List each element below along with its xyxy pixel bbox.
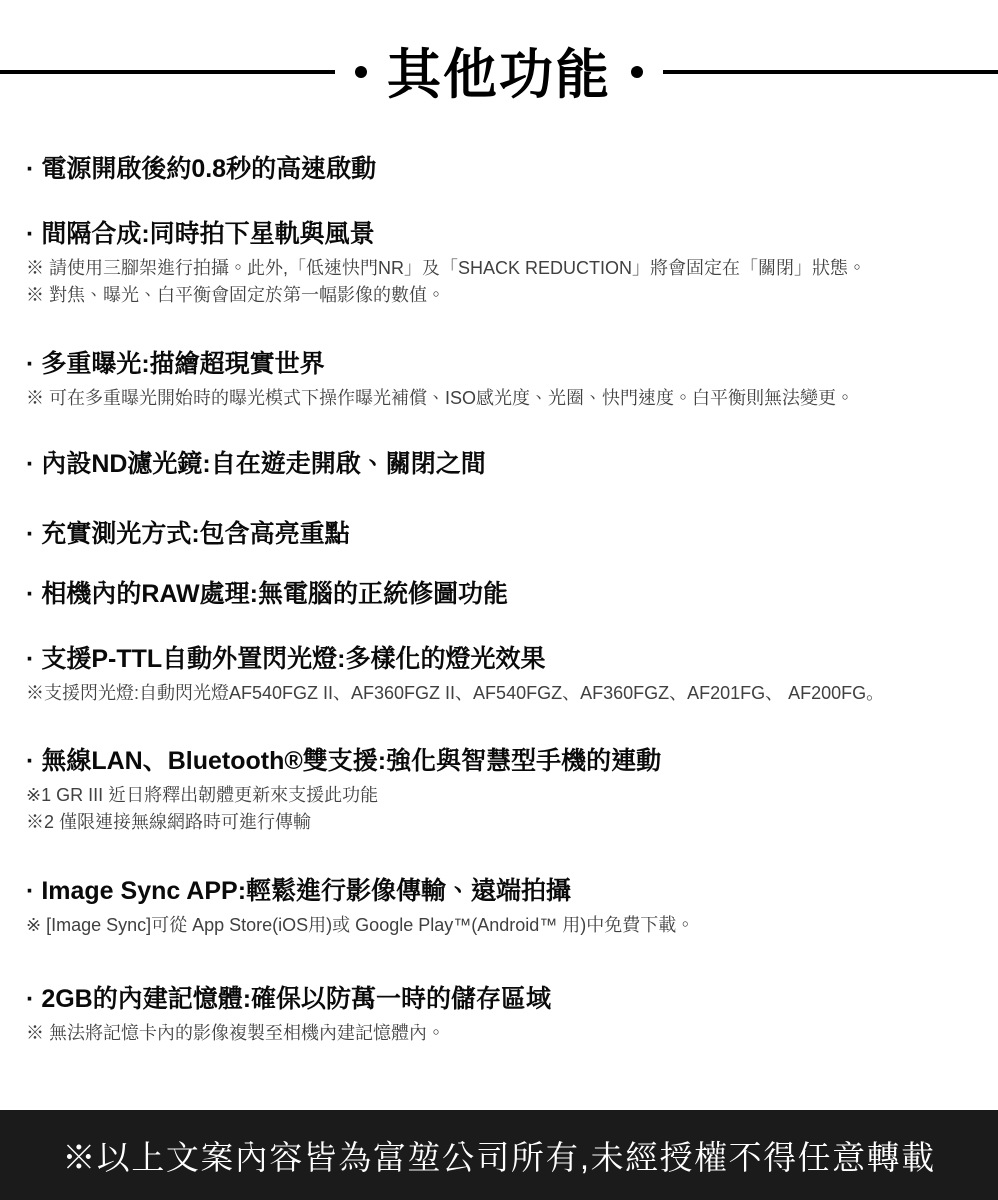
bullet-dot: · xyxy=(26,985,35,1013)
feature-section-nd-filter xyxy=(0,448,998,480)
feature-heading xyxy=(26,448,978,480)
feature-section-pttl-flash xyxy=(0,643,998,707)
feature-heading-text: 間隔合成:同時拍下星軌與風景 xyxy=(41,220,375,248)
feature-note: ※2 僅限連接無線網路時可進行傳輸 xyxy=(26,812,312,832)
feature-note: ※ 可在多重曝光開始時的曝光模式下操作曝光補償、ISO感光度、光圈、快門速度。白平衡則無法變更。 xyxy=(26,388,855,408)
title-rule-left xyxy=(0,70,335,74)
copyright-text: ※以上文案內容皆為富堃公司所有,未經授權不得任意轉載 xyxy=(62,1138,936,1176)
feature-heading xyxy=(26,643,978,675)
feature-section-image-sync xyxy=(0,875,998,939)
feature-section-internal-memory xyxy=(0,983,998,1047)
feature-heading-text: Image Sync APP:輕鬆進行影像傳輸、遠端拍攝 xyxy=(41,877,572,905)
bullet-dot: · xyxy=(26,747,35,775)
feature-heading-text: 支援P-TTL自動外置閃光燈:多樣化的燈光效果 xyxy=(41,645,546,673)
feature-heading xyxy=(26,983,978,1015)
feature-section-startup xyxy=(0,153,998,185)
feature-heading-text: 充實測光方式:包含高亮重點 xyxy=(41,520,350,548)
bullet-dot: · xyxy=(26,877,35,905)
feature-heading xyxy=(26,218,978,250)
feature-heading xyxy=(26,745,978,777)
feature-notes xyxy=(26,782,978,836)
feature-notes xyxy=(26,1020,978,1047)
feature-section-interval-composite xyxy=(0,218,998,309)
feature-heading-text: 無線LAN、Bluetooth®雙支援:強化與智慧型手機的連動 xyxy=(41,747,662,775)
feature-note: ※ 無法將記憶卡內的影像複製至相機內建記憶體內。 xyxy=(26,1023,445,1043)
feature-note: ※ 對焦、曝光、白平衡會固定於第一幅影像的數值。 xyxy=(26,285,445,305)
bullet-dot: · xyxy=(26,350,35,378)
bullet-dot: · xyxy=(26,450,35,478)
feature-section-wireless xyxy=(0,745,998,836)
bullet-dot: · xyxy=(26,520,35,548)
feature-heading-text: 相機內的RAW處理:無電腦的正統修圖功能 xyxy=(41,580,508,608)
feature-heading xyxy=(26,518,978,550)
feature-notes xyxy=(26,680,978,707)
feature-heading xyxy=(26,875,978,907)
feature-heading xyxy=(26,578,978,610)
bullet-dot: · xyxy=(26,645,35,673)
title-dot-right xyxy=(631,66,643,78)
bullet-dot: · xyxy=(26,155,35,183)
feature-section-raw-processing xyxy=(0,578,998,610)
feature-heading-text: 內設ND濾光鏡:自在遊走開啟、關閉之間 xyxy=(41,450,486,478)
feature-heading-text: 多重曝光:描繪超現實世界 xyxy=(41,350,325,378)
feature-heading-text: 電源開啟後約0.8秒的高速啟動 xyxy=(41,155,377,183)
feature-notes xyxy=(26,255,978,309)
feature-note: ※ [Image Sync]可從 App Store(iOS用)或 Google Play™(Android™ 用)中免費下載。 xyxy=(26,915,695,935)
feature-note: ※1 GR III 近日將釋出韌體更新來支援此功能 xyxy=(26,785,379,805)
feature-heading-text: 2GB的內建記憶體:確保以防萬一時的儲存區域 xyxy=(41,985,552,1013)
feature-note: ※支援閃光燈:自動閃光燈AF540FGZ II、AF360FGZ II、AF540FGZ、AF360FGZ、AF201FG、 AF200FG。 xyxy=(26,683,885,703)
title-dot-left xyxy=(355,66,367,78)
page-title: 其他功能 xyxy=(387,45,611,105)
feature-note: ※ 請使用三腳架進行拍攝。此外,「低速快門NR」及「SHACK REDUCTION」將會固定在「關閉」狀態。 xyxy=(26,258,867,278)
feature-section-metering xyxy=(0,518,998,550)
bullet-dot: · xyxy=(26,580,35,608)
bullet-dot: · xyxy=(26,220,35,248)
page-title-row xyxy=(0,38,998,106)
feature-heading xyxy=(26,153,978,185)
feature-notes xyxy=(26,385,978,412)
feature-section-multi-exposure xyxy=(0,348,998,412)
feature-heading xyxy=(26,348,978,380)
feature-notes xyxy=(26,912,978,939)
copyright-footer-bar xyxy=(0,1110,998,1200)
title-rule-right xyxy=(663,70,998,74)
